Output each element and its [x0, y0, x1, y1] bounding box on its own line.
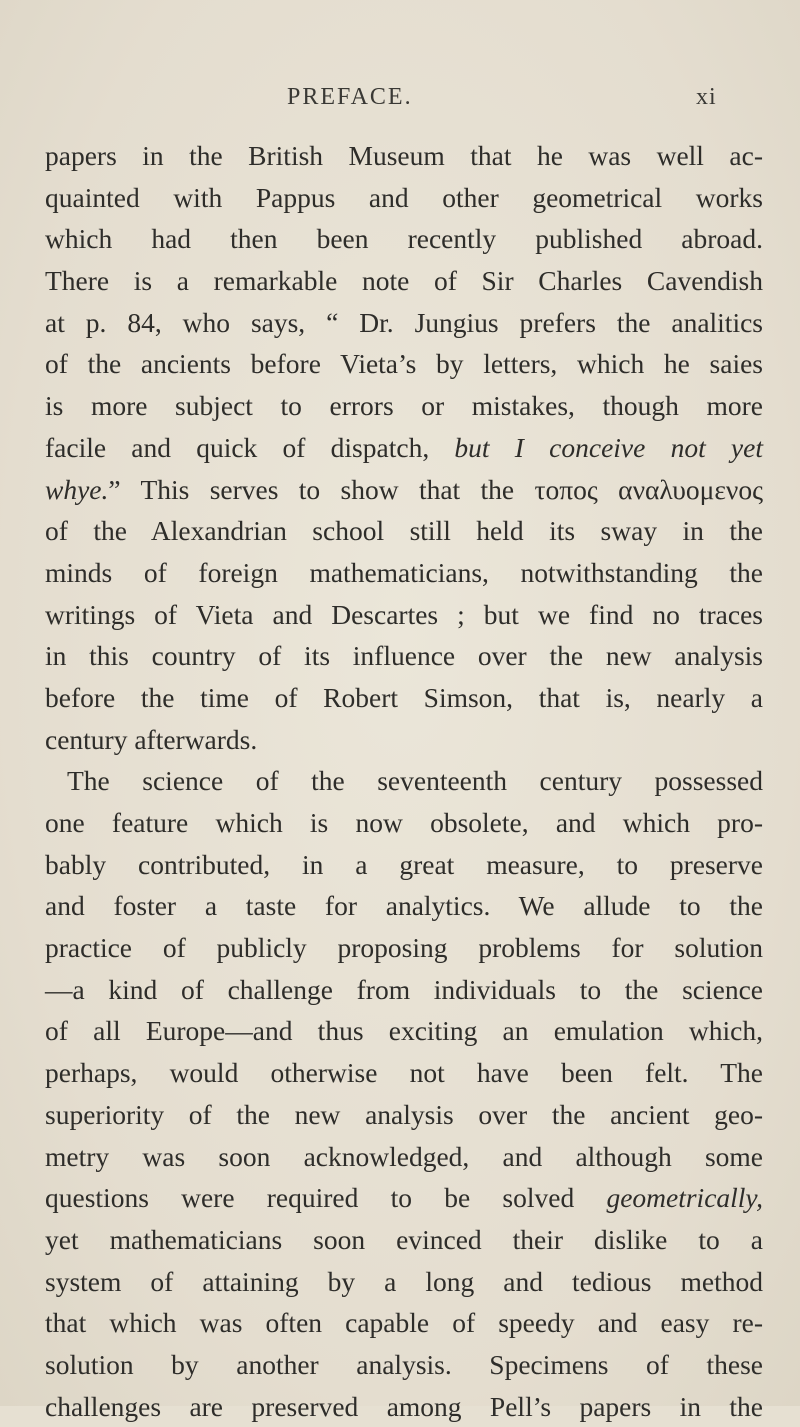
text-line	[45, 594, 763, 636]
italic-text: whye.	[45, 473, 109, 505]
text-line	[45, 1219, 763, 1261]
text-line	[45, 385, 763, 427]
text-line	[45, 343, 763, 385]
line-text: is more subject to errors or mistakes, though more	[45, 390, 763, 422]
line-text: quainted with Pappus and other geometrical works	[45, 181, 763, 213]
line-text: that which was often capable of speedy and easy re-	[45, 1307, 763, 1339]
line-text: of all Europe—and thus exciting an emulation which,	[45, 1015, 763, 1047]
italic-text: but I conceive not yet	[454, 431, 763, 463]
text-line	[45, 427, 763, 469]
line-text: perhaps, would otherwise not have been felt. The	[45, 1057, 763, 1089]
text-line	[45, 218, 763, 260]
text-line	[45, 1386, 763, 1427]
text-line	[45, 552, 763, 594]
line-text: century afterwards.	[45, 723, 258, 755]
text-line	[45, 969, 763, 1011]
text-line	[45, 1261, 763, 1303]
line-text: before the time of Robert Simson, that is, nearly a	[45, 681, 763, 713]
line-text: challenges are preserved among Pell’s papers in the	[45, 1390, 763, 1422]
text-line	[45, 177, 763, 219]
line-text: metry was soon acknowledged, and although some	[45, 1140, 763, 1172]
line-text: bably contributed, in a great measure, to preserve	[45, 848, 763, 880]
text-line	[45, 135, 763, 177]
line-text: superiority of the new analysis over the ancient geo-	[45, 1098, 763, 1130]
line-text: practice of publicly proposing problems for solution	[45, 932, 763, 964]
line-text: at p. 84, who says, “ Dr. Jungius prefers the analitics	[45, 306, 763, 338]
italic-text: geometrically,	[606, 1182, 763, 1214]
text-line	[45, 1010, 763, 1052]
line-text: solution by another analysis. Specimens of these	[45, 1348, 763, 1380]
text-line	[45, 1344, 763, 1386]
text-line	[45, 802, 763, 844]
line-text: writings of Vieta and Descartes ; but we find no traces	[45, 598, 763, 630]
line-text: papers in the British Museum that he was well ac-	[45, 140, 763, 171]
line-text: and foster a taste for analytics. We allude to the	[45, 890, 763, 922]
line-text: system of attaining by a long and tedious method	[45, 1265, 763, 1297]
text-line	[45, 677, 763, 719]
line-text: which had then been recently published abroad.	[45, 223, 763, 255]
body-text	[45, 135, 763, 1427]
line-text: one feature which is now obsolete, and which pro-	[45, 807, 763, 838]
text-line	[45, 635, 763, 677]
line-text: There is a remarkable note of Sir Charles Cavendish	[45, 265, 763, 297]
line-text: —a kind of challenge from individuals to the science	[45, 973, 763, 1005]
running-title: PREFACE.	[287, 84, 413, 110]
text-line	[45, 719, 763, 761]
text-line	[45, 510, 763, 552]
text-line	[45, 1052, 763, 1094]
text-line	[45, 1302, 763, 1344]
text-line	[45, 885, 763, 927]
running-head	[0, 84, 800, 124]
text-line	[45, 927, 763, 969]
line-text: questions were required to be solved	[45, 1182, 607, 1214]
text-line	[45, 302, 763, 344]
text-line	[45, 1094, 763, 1136]
text-line	[45, 1177, 763, 1219]
line-text: minds of foreign mathematicians, notwithstanding the	[45, 556, 763, 588]
text-line	[45, 844, 763, 886]
line-text: The science of the seventeenth century possessed	[67, 765, 763, 797]
text-line	[45, 469, 763, 511]
line-text: of the ancients before Vieta’s by letters, which he saies	[45, 348, 763, 380]
line-text: ” This serves to show that the τοπος αναλυομενος	[108, 473, 763, 505]
text-line	[45, 260, 763, 302]
text-line	[45, 760, 763, 802]
line-text: in this country of its influence over the new analysis	[45, 640, 763, 672]
page-number: xi	[696, 84, 717, 110]
line-text: yet mathematicians soon evinced their dislike to a	[45, 1223, 763, 1255]
text-line	[45, 1136, 763, 1178]
line-text: of the Alexandrian school still held its sway in the	[45, 515, 763, 547]
line-text: facile and quick of dispatch,	[45, 431, 455, 463]
